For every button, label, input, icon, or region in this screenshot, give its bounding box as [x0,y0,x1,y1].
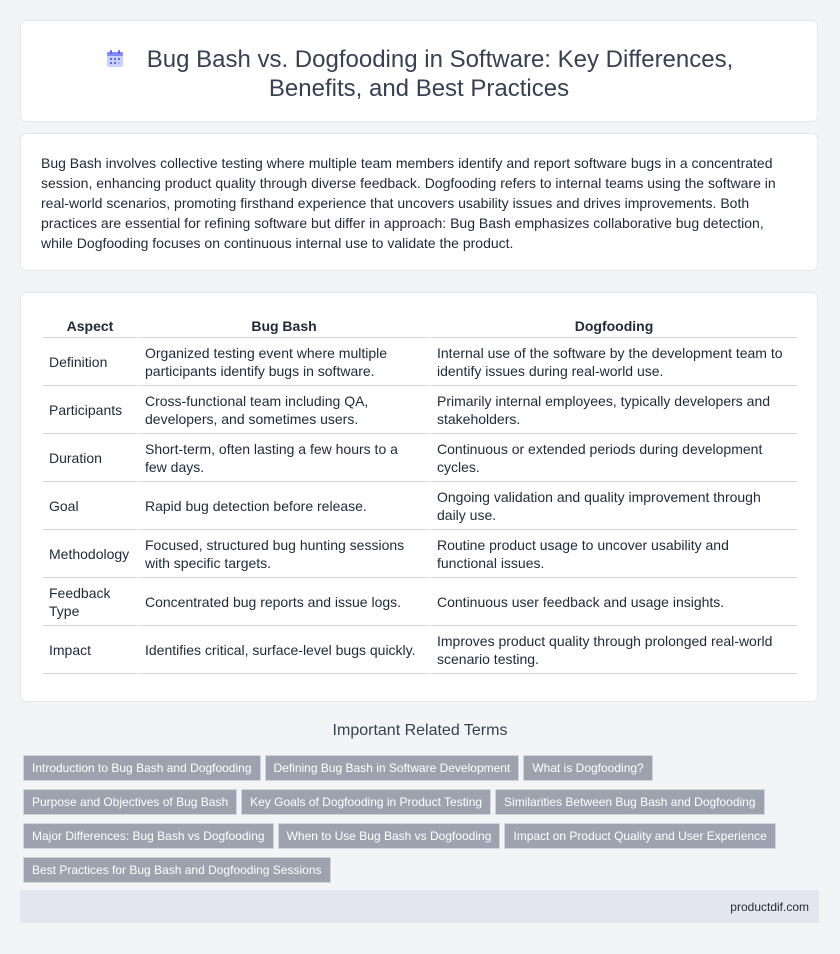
related-term-link[interactable]: When to Use Bug Bash vs Dogfooding [278,823,501,849]
header-bug-bash: Bug Bash [139,315,429,338]
related-term-link[interactable]: Defining Bug Bash in Software Development [265,755,520,781]
related-term-link[interactable]: Major Differences: Bug Bash vs Dogfooding [23,823,274,849]
cell-dogfooding: Continuous user feedback and usage insights. [431,578,797,626]
cell-aspect: Goal [43,482,137,530]
comparison-table [41,315,799,674]
related-term-link[interactable]: Key Goals of Dogfooding in Product Testing [241,789,491,815]
footer [20,890,819,923]
related-term-link[interactable]: What is Dogfooding? [523,755,652,781]
cell-dogfooding: Internal use of the software by the development team to identify issues during real-world use. [431,338,797,386]
footer-site-link[interactable]: productdif.com [730,900,809,914]
header-aspect: Aspect [43,315,137,338]
cell-dogfooding: Ongoing validation and quality improvement through daily use. [431,482,797,530]
cell-aspect: Feedback Type [43,578,137,626]
cell-bug-bash: Focused, structured bug hunting sessions with specific targets. [139,530,429,578]
related-term-link[interactable]: Introduction to Bug Bash and Dogfooding [23,755,261,781]
table-row [43,338,797,386]
table-row [43,578,797,626]
related-term-link[interactable]: Similarities Between Bug Bash and Dogfooding [495,789,764,815]
cell-bug-bash: Organized testing event where multiple participants identify bugs in software. [139,338,429,386]
cell-bug-bash: Short-term, often lasting a few hours to a few days. [139,434,429,482]
intro-paragraph: Bug Bash involves collective testing where multiple team members identify and report software bugs in a concentrated session, enhancing product quality through diverse feedback. Dogfooding refers to internal teams using the software in real-world scenarios, promoting firsthand experience that uncovers usability issues and drives improvements. Both practices are essential for refining software but differ in approach: Bug Bash emphasizes collaborative bug detection, while Dogfooding focuses on continuous internal use to validate the product. [41,155,776,251]
table-row [43,626,797,674]
cell-aspect: Definition [43,338,137,386]
cell-aspect: Participants [43,386,137,434]
cell-bug-bash: Identifies critical, surface-level bugs quickly. [139,626,429,674]
cell-aspect: Duration [43,434,137,482]
cell-aspect: Impact [43,626,137,674]
table-row [43,482,797,530]
related-terms-heading: Important Related Terms [332,722,508,739]
comparison-card [20,292,818,702]
related-term-link[interactable]: Purpose and Objectives of Bug Bash [23,789,237,815]
title-card [20,20,818,122]
related-terms-list [23,755,803,891]
intro-card [20,133,818,271]
page-title: Bug Bash vs. Dogfooding in Software: Key Differences, Benefits, and Best Practices [146,46,734,102]
table-row [43,386,797,434]
related-term-link[interactable]: Best Practices for Bug Bash and Dogfooding Sessions [23,857,331,883]
cell-aspect: Methodology [43,530,137,578]
cell-bug-bash: Concentrated bug reports and issue logs. [139,578,429,626]
cell-dogfooding: Routine product usage to uncover usability and functional issues. [431,530,797,578]
cell-bug-bash: Cross-functional team including QA, developers, and sometimes users. [139,386,429,434]
cell-dogfooding: Continuous or extended periods during development cycles. [431,434,797,482]
table-row [43,434,797,482]
table-header-row [43,315,797,338]
cell-dogfooding: Improves product quality through prolonged real-world scenario testing. [431,626,797,674]
header-dogfooding: Dogfooding [431,315,797,338]
page-title-row [61,45,777,103]
calendar-icon [105,49,125,69]
cell-dogfooding: Primarily internal employees, typically developers and stakeholders. [431,386,797,434]
cell-bug-bash: Rapid bug detection before release. [139,482,429,530]
related-term-link[interactable]: Impact on Product Quality and User Experience [504,823,775,849]
table-row [43,530,797,578]
